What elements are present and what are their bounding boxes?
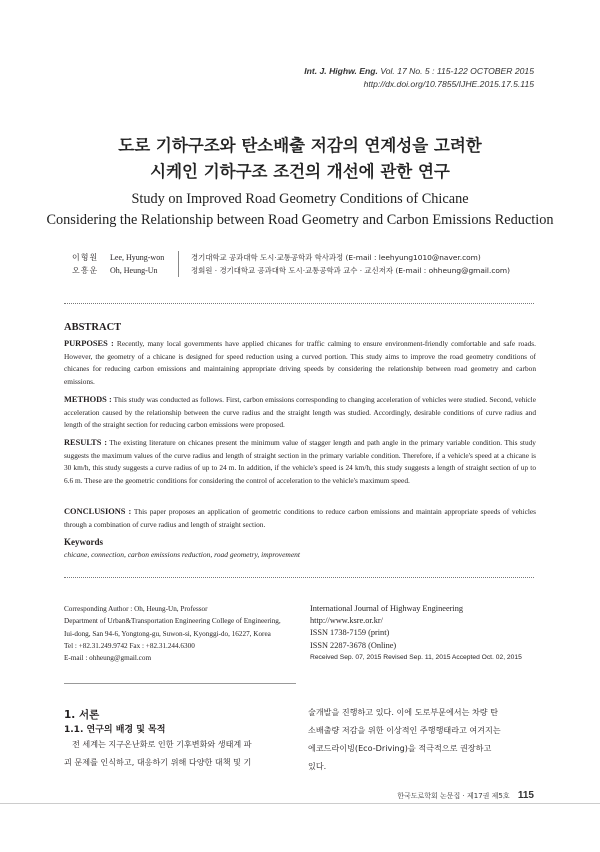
title-ko-line-1: 도로 기하구조와 탄소배출 저감의 연계성을 고려한 [118,136,482,155]
footer-rule [0,803,600,804]
pub-url: http://www.ksre.or.kr/ [310,616,383,626]
keywords-heading: Keywords [64,537,103,547]
abstract-purposes [64,338,536,388]
body-line: 에코드라이빙(Eco-Driving)을 적극적으로 권장하고 [308,743,492,753]
methods-label: METHODS : [64,395,112,404]
results-text: The existing literature on chicanes present the minimum value of stagger length and path angle in the primary variable condition. This study suggests the maximum values of the curve radius and length of straight section in the primary variable condition. Therefore, if a vehicle's speed at a chicane is 30 km/h, this study suggests a curve radius of up to 24 m. In addition, if the vehicle's speed is 24 km/h, this study suggests a length of straight section of up to 6.6 m. These are the geometric conditions for considering the control of acceleration to the vehicle's maximum speed. [64,438,536,485]
purposes-text: Recently, many local governments have applied chicanes for traffic calming to ensure environment-friendly comfortable and safe roads. However, the geometry of a chicane is designed for speed reduction using a curved portion. This study aims to improve the road geometry conditions of chicanes for reducing carbon emissions and maintaining appropriate driving speeds by considering the relationship between road geometry and carbon emissions. [64,339,536,386]
author-row [72,251,510,264]
footer-journal: 한국도로학회 논문집 · 제17권 제5호 [397,792,510,800]
abstract-results [64,437,536,487]
corr-line: Department of Urban&Transportation Engineering College of Engineering, [64,617,281,626]
purposes-label: PURPOSES : [64,339,114,348]
page-footer [397,790,534,801]
title-en-line-1: Study on Improved Road Geometry Conditions of Chicane [131,191,469,207]
body-line: 전 세계는 지구온난화로 인한 기후변화와 생태계 파 [72,739,252,749]
results-label: RESULTS : [64,438,107,447]
abstract-heading: ABSTRACT [64,322,122,333]
author-name-ko: 오흥운 [72,266,99,275]
author-name-en: Lee, Hyung-won [110,253,165,262]
author-name-en: Oh, Heung-Un [110,266,158,275]
journal-abbrev: Int. J. Highw. Eng. [304,66,378,76]
title-ko-line-2: 시케인 기하구조 조건의 개선에 관한 연구 [150,162,450,181]
divider [64,683,296,684]
body-line: 괴 문제를 인식하고, 대응하기 위해 다양한 대책 및 기 [64,757,252,767]
corresponding-author [64,603,304,664]
conclusions-text: This paper proposes an application of geometric conditions to reduce carbon emissions and maintain appropriate speeds of vehicles through a combination of curve radius and length of straight section. [64,507,536,529]
body-line: 있다. [308,761,327,771]
author-affiliation: 경기대학교 공과대학 도시·교통공학과 학사과정 (E-mail : leehyung1010@naver.com) [178,251,481,264]
pub-journal-name: International Journal of Highway Engineering [310,604,463,613]
corr-line: Tel : +82.31.249.9742 Fax : +82.31.244.6300 [64,641,195,650]
subsection-heading: 1.1. 연구의 배경 및 목적 [64,725,166,735]
conclusions-label: CONCLUSIONS : [64,507,132,516]
divider [64,303,534,304]
pub-issn-online: ISSN 2287-3678 (Online) [310,640,397,650]
section-heading: 1. 서론 [64,709,100,721]
keywords-text: chicane, connection, carbon emissions reduction, road geometry, improvement [64,550,300,559]
pub-issn-print: ISSN 1738-7159 (print) [310,628,390,638]
author-affiliation: 정회원 · 경기대학교 공과대학 도시·교통공학과 교수 · 교신저자 (E-mail : ohheung@gmail.com) [178,264,510,277]
author-list [72,251,510,277]
title-en-line-2: Considering the Relationship between Road Geometry and Carbon Emissions Reduction [46,212,554,228]
journal-header [304,65,534,91]
body-left-column [64,735,296,771]
publication-info [310,603,540,664]
author-row [72,264,510,277]
abstract-conclusions [64,506,536,531]
divider [64,577,534,578]
abstract-methods [64,394,536,432]
body-right-column [308,703,536,775]
journal-doi: http://dx.doi.org/10.7855/IJHE.2015.17.5.115 [363,79,534,89]
pub-dates: Received Sep. 07, 2015 Revised Sep. 11, 2015 Accepted Oct. 02, 2015 [310,653,522,661]
body-line: 술개발을 진행하고 있다. 이에 도로부문에서는 차량 탄 [308,707,499,717]
corr-line: Corresponding Author : Oh, Heung-Un, Professor [64,605,208,613]
body-line: 소배출량 저감을 위한 이상적인 주행행태라고 여겨지는 [308,725,501,735]
author-name-ko: 이형원 [72,253,99,262]
journal-issue: Vol. 17 No. 5 : 115-122 OCTOBER 2015 [380,66,534,76]
corr-line: Iui-dong, San 94-6, Yongtong-gu, Suwon-si, Kyonggi-do, 16227, Korea [64,629,271,638]
corr-line: E-mail : ohheung@gmail.com [64,654,152,663]
methods-text: This study was conducted as follows. First, carbon emissions corresponding to changing acceleration of vehicles were studied. Second, vehicle acceleration caused by the relationship between the curve radius and the straight length was studied. Accordingly, desirable conditions of curve radius and length of the straight section for reducing carbon emissions were proposed. [64,395,536,430]
page-number: 115 [517,790,534,801]
